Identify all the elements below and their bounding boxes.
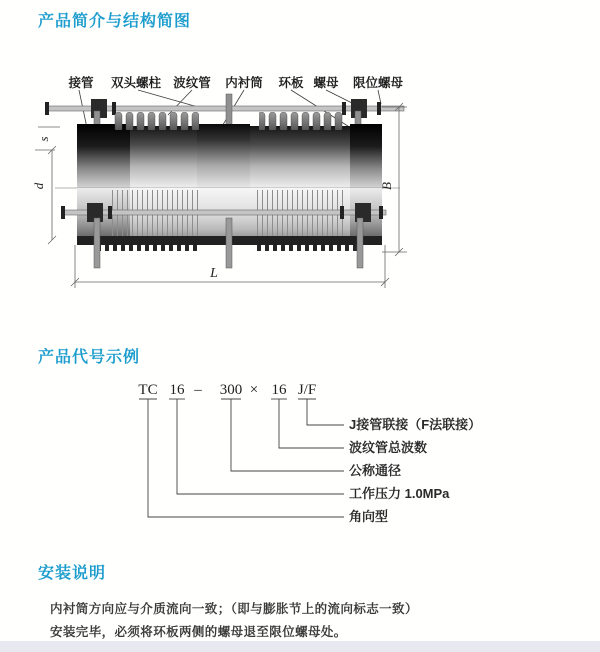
bellows-group-right xyxy=(259,112,345,130)
install-section-title: 安装说明 xyxy=(38,565,107,582)
dimension-B xyxy=(379,103,407,256)
callout-nominal-diameter: 公称通径 xyxy=(349,463,402,478)
code-part-waves: 16 xyxy=(271,382,287,398)
install-instruction-line-2: 安装完毕，必须将环板两侧的螺母退至限位螺母处。 xyxy=(50,625,347,639)
dimension-d xyxy=(31,146,56,244)
code-parts xyxy=(138,382,316,398)
part-labels xyxy=(67,75,403,90)
dim-label-s: s xyxy=(36,136,51,142)
part-label-bellows: 波纹管 xyxy=(173,76,211,90)
code-part-times-sign: × xyxy=(249,382,259,398)
dim-label-L: L xyxy=(210,266,218,281)
product-code-diagram xyxy=(120,378,560,528)
structure-diagram xyxy=(31,68,455,318)
intro-section-title: 产品简介与结构简图 xyxy=(38,13,192,30)
dimension-s xyxy=(35,127,60,150)
dim-label-B: B xyxy=(379,182,394,190)
code-part-pressure: 16 xyxy=(169,382,185,398)
part-label-connection-pipe: 接管 xyxy=(68,76,94,90)
footer-strip xyxy=(0,641,600,652)
install-instruction-line-1: 内衬筒方向应与介质流向一致；（即与膨胀节上的流向标志一致） xyxy=(50,602,418,616)
callout-working-pressure: 工作压力 1.0MPa xyxy=(349,486,450,501)
part-label-double-end-stud: 双头螺柱 xyxy=(110,76,162,90)
callout-connection-type: J接管联接（F法联接） xyxy=(349,417,482,432)
code-part-diameter: 300 xyxy=(219,382,243,398)
code-part-connection: J/F xyxy=(297,382,317,398)
part-label-ring-plate: 环板 xyxy=(278,76,304,90)
bellows-group-left xyxy=(113,112,199,130)
callout-angular-type: 角向型 xyxy=(349,509,389,524)
code-section-title: 产品代号示例 xyxy=(38,349,141,366)
code-part-dash: – xyxy=(194,382,202,398)
code-part-type: TC xyxy=(138,382,158,398)
part-label-inner-liner: 内衬筒 xyxy=(225,76,263,90)
part-label-limit-nut: 限位螺母 xyxy=(352,76,404,90)
code-connector-lines xyxy=(139,399,344,517)
part-label-nut: 螺母 xyxy=(313,76,339,90)
dim-label-d: d xyxy=(31,182,46,190)
callout-wave-count: 波纹管总波数 xyxy=(349,440,428,455)
code-callout-labels xyxy=(349,417,481,524)
